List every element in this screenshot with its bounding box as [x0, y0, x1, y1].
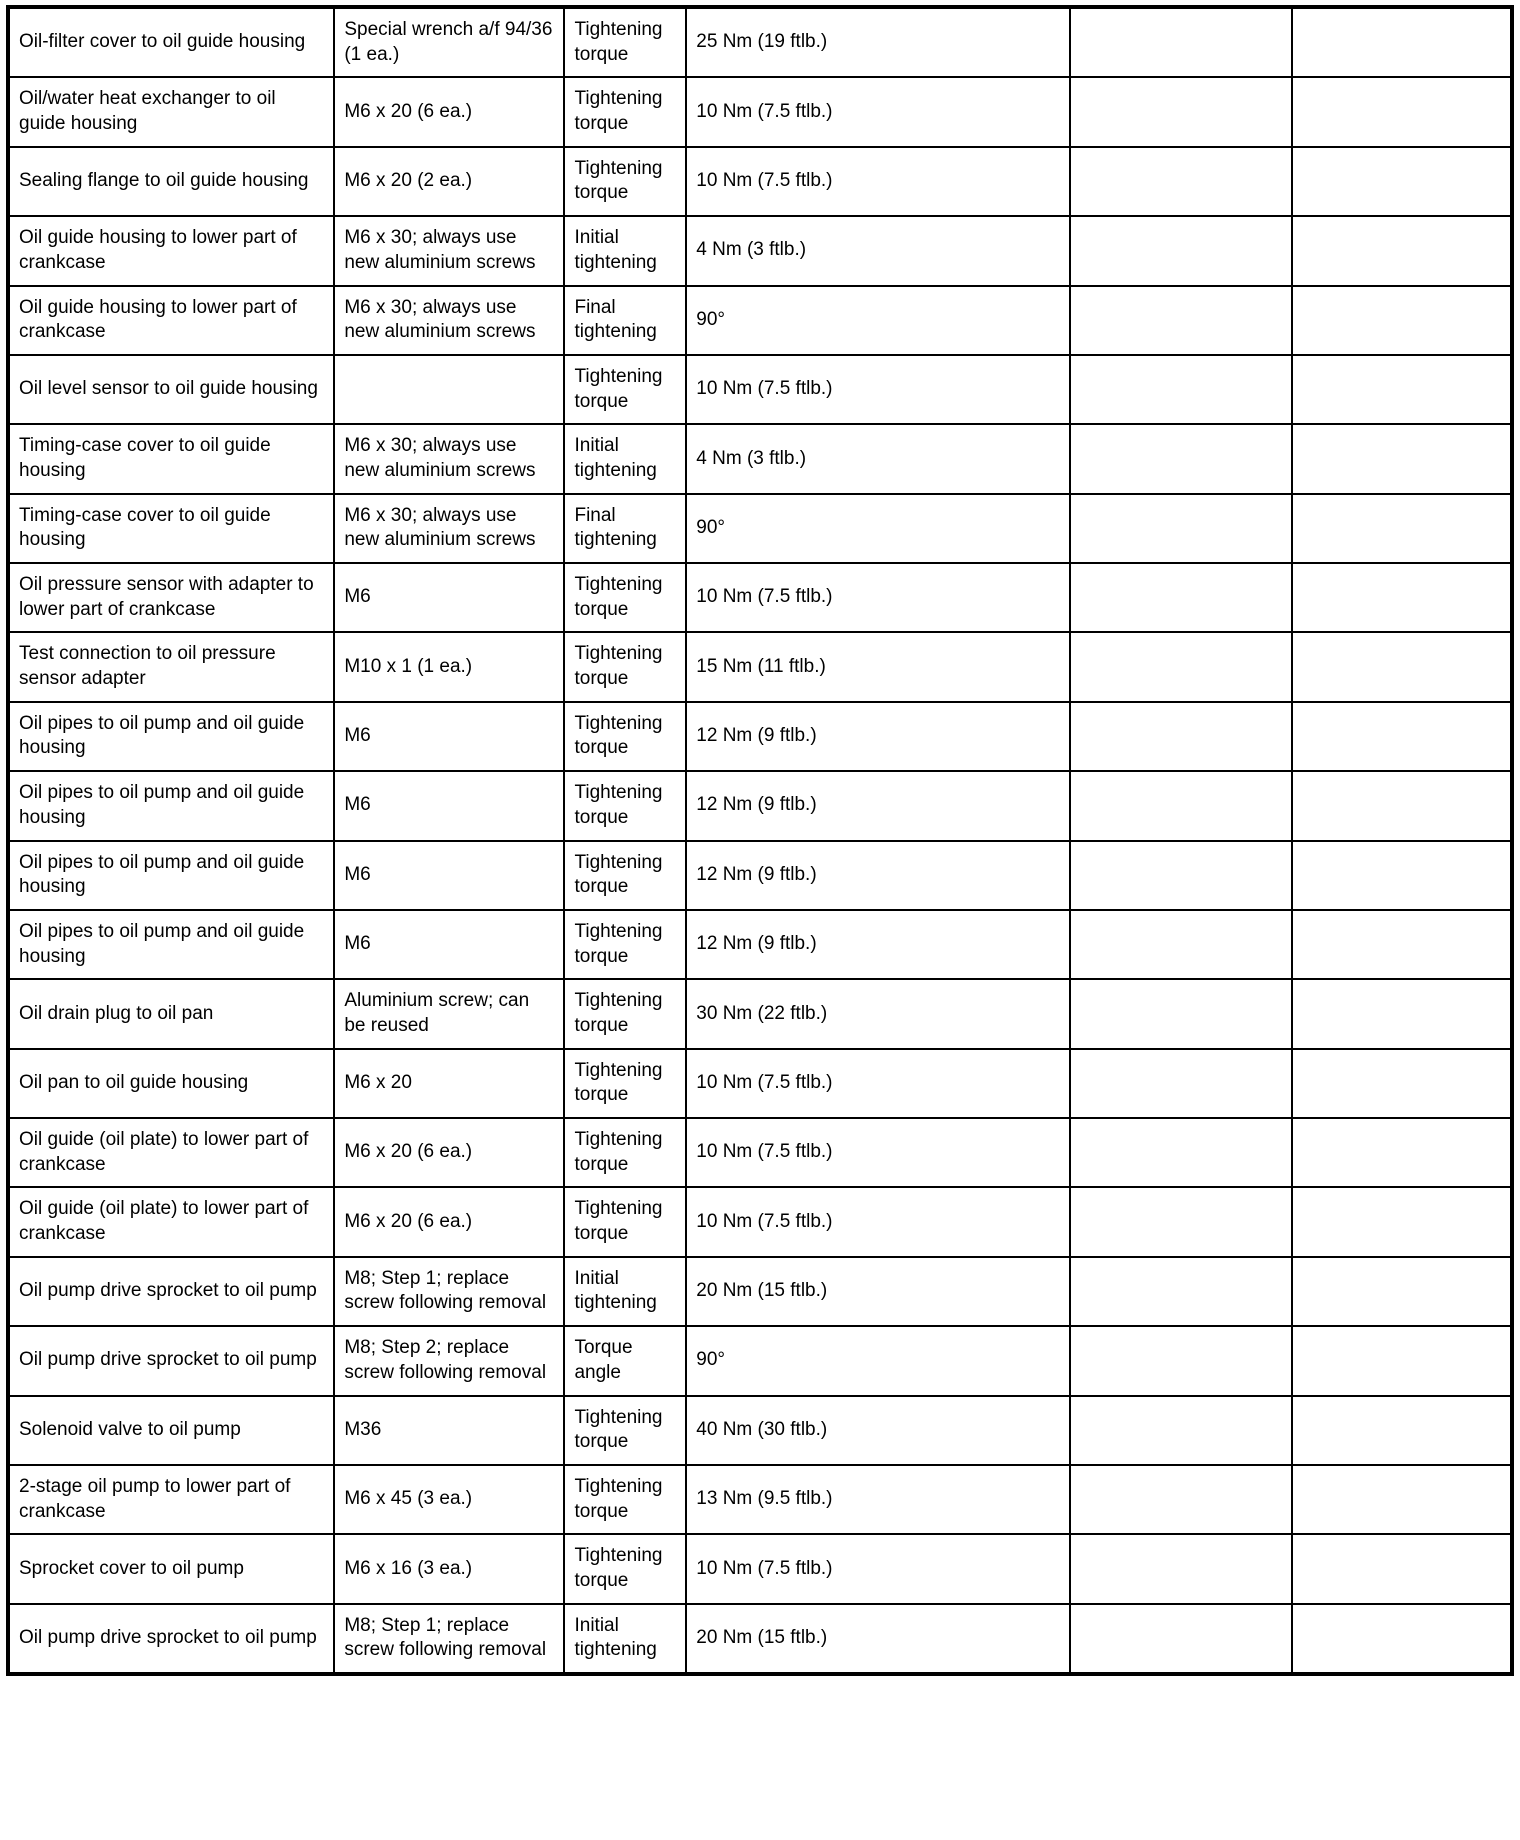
component-cell: Oil guide (oil plate) to lower part of crankcase — [8, 1187, 334, 1256]
fastener-spec-cell: M8; Step 2; replace screw following removal — [334, 1326, 564, 1395]
tightening-stage-cell: Tightening torque — [564, 1465, 686, 1534]
empty-cell-1 — [1070, 355, 1293, 424]
empty-cell-1 — [1070, 1257, 1293, 1326]
empty-cell-2 — [1292, 563, 1512, 632]
table-row — [8, 286, 1512, 355]
table-row — [8, 563, 1512, 632]
tightening-stage-cell: Initial tightening — [564, 1257, 686, 1326]
empty-cell-1 — [1070, 563, 1293, 632]
component-cell: Oil-filter cover to oil guide housing — [8, 7, 334, 77]
tightening-stage-cell: Tightening torque — [564, 1187, 686, 1256]
fastener-spec-cell: M6 x 20 — [334, 1049, 564, 1118]
component-cell: Oil guide (oil plate) to lower part of crankcase — [8, 1118, 334, 1187]
torque-value-cell: 10 Nm (7.5 ftlb.) — [686, 1118, 1070, 1187]
table-row — [8, 147, 1512, 216]
component-cell: Test connection to oil pressure sensor adapter — [8, 632, 334, 701]
component-cell: 2-stage oil pump to lower part of crankcase — [8, 1465, 334, 1534]
torque-value-cell: 90° — [686, 286, 1070, 355]
torque-value-cell: 12 Nm (9 ftlb.) — [686, 910, 1070, 979]
fastener-spec-cell: M6 x 20 (6 ea.) — [334, 1118, 564, 1187]
torque-value-cell: 13 Nm (9.5 ftlb.) — [686, 1465, 1070, 1534]
table-row — [8, 979, 1512, 1048]
empty-cell-1 — [1070, 147, 1293, 216]
torque-value-cell: 20 Nm (15 ftlb.) — [686, 1604, 1070, 1674]
tightening-stage-cell: Tightening torque — [564, 632, 686, 701]
table-row — [8, 355, 1512, 424]
empty-cell-1 — [1070, 1604, 1293, 1674]
fastener-spec-cell: M6 x 30; always use new aluminium screws — [334, 494, 564, 563]
empty-cell-2 — [1292, 771, 1512, 840]
tightening-stage-cell: Tightening torque — [564, 1049, 686, 1118]
component-cell: Sprocket cover to oil pump — [8, 1534, 334, 1603]
empty-cell-2 — [1292, 494, 1512, 563]
fastener-spec-cell: M6 — [334, 702, 564, 771]
component-cell: Timing-case cover to oil guide housing — [8, 494, 334, 563]
tightening-stage-cell: Tightening torque — [564, 1396, 686, 1465]
table-row — [8, 771, 1512, 840]
empty-cell-1 — [1070, 979, 1293, 1048]
empty-cell-2 — [1292, 1326, 1512, 1395]
table-row — [8, 1257, 1512, 1326]
torque-value-cell: 4 Nm (3 ftlb.) — [686, 424, 1070, 493]
tightening-stage-cell: Tightening torque — [564, 1118, 686, 1187]
empty-cell-2 — [1292, 216, 1512, 285]
component-cell: Sealing flange to oil guide housing — [8, 147, 334, 216]
table-row — [8, 424, 1512, 493]
empty-cell-2 — [1292, 147, 1512, 216]
empty-cell-2 — [1292, 841, 1512, 910]
table-row — [8, 1534, 1512, 1603]
fastener-spec-cell: M10 x 1 (1 ea.) — [334, 632, 564, 701]
tightening-stage-cell: Tightening torque — [564, 77, 686, 146]
table-row — [8, 1396, 1512, 1465]
component-cell: Oil pipes to oil pump and oil guide housing — [8, 771, 334, 840]
empty-cell-1 — [1070, 424, 1293, 493]
fastener-spec-cell: M6 x 30; always use new aluminium screws — [334, 286, 564, 355]
empty-cell-1 — [1070, 216, 1293, 285]
component-cell: Oil level sensor to oil guide housing — [8, 355, 334, 424]
torque-value-cell: 15 Nm (11 ftlb.) — [686, 632, 1070, 701]
empty-cell-2 — [1292, 1604, 1512, 1674]
tightening-stage-cell: Initial tightening — [564, 424, 686, 493]
table-row — [8, 77, 1512, 146]
empty-cell-2 — [1292, 77, 1512, 146]
empty-cell-2 — [1292, 910, 1512, 979]
empty-cell-1 — [1070, 286, 1293, 355]
empty-cell-2 — [1292, 1187, 1512, 1256]
empty-cell-1 — [1070, 7, 1293, 77]
fastener-spec-cell: M6 x 45 (3 ea.) — [334, 1465, 564, 1534]
fastener-spec-cell: M6 x 30; always use new aluminium screws — [334, 424, 564, 493]
empty-cell-1 — [1070, 1465, 1293, 1534]
torque-value-cell: 12 Nm (9 ftlb.) — [686, 841, 1070, 910]
empty-cell-2 — [1292, 979, 1512, 1048]
table-row — [8, 841, 1512, 910]
tightening-stage-cell: Final tightening — [564, 286, 686, 355]
empty-cell-1 — [1070, 1049, 1293, 1118]
tightening-stage-cell: Tightening torque — [564, 563, 686, 632]
empty-cell-1 — [1070, 1187, 1293, 1256]
component-cell: Oil pump drive sprocket to oil pump — [8, 1257, 334, 1326]
fastener-spec-cell: M6 — [334, 841, 564, 910]
fastener-spec-cell: M36 — [334, 1396, 564, 1465]
component-cell: Timing-case cover to oil guide housing — [8, 424, 334, 493]
empty-cell-1 — [1070, 841, 1293, 910]
component-cell: Oil pipes to oil pump and oil guide housing — [8, 841, 334, 910]
tightening-stage-cell: Final tightening — [564, 494, 686, 563]
empty-cell-2 — [1292, 1049, 1512, 1118]
empty-cell-2 — [1292, 286, 1512, 355]
fastener-spec-cell: M6 — [334, 910, 564, 979]
component-cell: Oil pan to oil guide housing — [8, 1049, 334, 1118]
table-row — [8, 494, 1512, 563]
table-row — [8, 702, 1512, 771]
empty-cell-1 — [1070, 702, 1293, 771]
table-row — [8, 632, 1512, 701]
torque-value-cell: 25 Nm (19 ftlb.) — [686, 7, 1070, 77]
empty-cell-1 — [1070, 494, 1293, 563]
component-cell: Oil guide housing to lower part of crankcase — [8, 216, 334, 285]
torque-value-cell: 10 Nm (7.5 ftlb.) — [686, 1534, 1070, 1603]
empty-cell-2 — [1292, 632, 1512, 701]
empty-cell-2 — [1292, 1534, 1512, 1603]
empty-cell-1 — [1070, 632, 1293, 701]
component-cell: Oil/water heat exchanger to oil guide housing — [8, 77, 334, 146]
torque-value-cell: 4 Nm (3 ftlb.) — [686, 216, 1070, 285]
torque-value-cell: 10 Nm (7.5 ftlb.) — [686, 563, 1070, 632]
component-cell: Oil pump drive sprocket to oil pump — [8, 1604, 334, 1674]
fastener-spec-cell: M6 — [334, 771, 564, 840]
table-row — [8, 910, 1512, 979]
empty-cell-2 — [1292, 1118, 1512, 1187]
fastener-spec-cell: Special wrench a/f 94/36 (1 ea.) — [334, 7, 564, 77]
table-row — [8, 7, 1512, 77]
tightening-stage-cell: Tightening torque — [564, 1534, 686, 1603]
empty-cell-2 — [1292, 355, 1512, 424]
component-cell: Oil pump drive sprocket to oil pump — [8, 1326, 334, 1395]
tightening-stage-cell: Tightening torque — [564, 771, 686, 840]
component-cell: Oil guide housing to lower part of crankcase — [8, 286, 334, 355]
component-cell: Oil pipes to oil pump and oil guide housing — [8, 910, 334, 979]
torque-value-cell: 12 Nm (9 ftlb.) — [686, 702, 1070, 771]
tightening-stage-cell: Tightening torque — [564, 910, 686, 979]
empty-cell-2 — [1292, 1465, 1512, 1534]
tightening-stage-cell: Tightening torque — [564, 7, 686, 77]
torque-value-cell: 10 Nm (7.5 ftlb.) — [686, 355, 1070, 424]
empty-cell-2 — [1292, 424, 1512, 493]
fastener-spec-cell: M6 x 16 (3 ea.) — [334, 1534, 564, 1603]
component-cell: Solenoid valve to oil pump — [8, 1396, 334, 1465]
torque-value-cell: 20 Nm (15 ftlb.) — [686, 1257, 1070, 1326]
empty-cell-1 — [1070, 1534, 1293, 1603]
empty-cell-1 — [1070, 1396, 1293, 1465]
component-cell: Oil pipes to oil pump and oil guide housing — [8, 702, 334, 771]
torque-spec-table — [6, 5, 1514, 1676]
torque-value-cell: 10 Nm (7.5 ftlb.) — [686, 147, 1070, 216]
empty-cell-1 — [1070, 771, 1293, 840]
empty-cell-2 — [1292, 7, 1512, 77]
tightening-stage-cell: Tightening torque — [564, 979, 686, 1048]
table-row — [8, 1187, 1512, 1256]
torque-value-cell: 30 Nm (22 ftlb.) — [686, 979, 1070, 1048]
empty-cell-1 — [1070, 1118, 1293, 1187]
empty-cell-2 — [1292, 1396, 1512, 1465]
empty-cell-1 — [1070, 910, 1293, 979]
tightening-stage-cell: Tightening torque — [564, 355, 686, 424]
component-cell: Oil drain plug to oil pan — [8, 979, 334, 1048]
torque-value-cell: 10 Nm (7.5 ftlb.) — [686, 77, 1070, 146]
torque-table-body — [8, 7, 1512, 1674]
table-row — [8, 216, 1512, 285]
torque-value-cell: 90° — [686, 494, 1070, 563]
torque-value-cell: 10 Nm (7.5 ftlb.) — [686, 1187, 1070, 1256]
fastener-spec-cell: M6 — [334, 563, 564, 632]
torque-value-cell: 90° — [686, 1326, 1070, 1395]
fastener-spec-cell: M6 x 30; always use new aluminium screws — [334, 216, 564, 285]
tightening-stage-cell: Initial tightening — [564, 216, 686, 285]
tightening-stage-cell: Initial tightening — [564, 1604, 686, 1674]
torque-value-cell: 10 Nm (7.5 ftlb.) — [686, 1049, 1070, 1118]
torque-value-cell: 40 Nm (30 ftlb.) — [686, 1396, 1070, 1465]
table-row — [8, 1604, 1512, 1674]
tightening-stage-cell: Torque angle — [564, 1326, 686, 1395]
table-row — [8, 1465, 1512, 1534]
fastener-spec-cell: M8; Step 1; replace screw following removal — [334, 1257, 564, 1326]
fastener-spec-cell: M6 x 20 (6 ea.) — [334, 77, 564, 146]
fastener-spec-cell: Aluminium screw; can be reused — [334, 979, 564, 1048]
empty-cell-2 — [1292, 1257, 1512, 1326]
table-row — [8, 1049, 1512, 1118]
tightening-stage-cell: Tightening torque — [564, 702, 686, 771]
torque-value-cell: 12 Nm (9 ftlb.) — [686, 771, 1070, 840]
table-row — [8, 1326, 1512, 1395]
fastener-spec-cell: M6 x 20 (2 ea.) — [334, 147, 564, 216]
component-cell: Oil pressure sensor with adapter to lower part of crankcase — [8, 563, 334, 632]
empty-cell-2 — [1292, 702, 1512, 771]
fastener-spec-cell: M6 x 20 (6 ea.) — [334, 1187, 564, 1256]
empty-cell-1 — [1070, 1326, 1293, 1395]
tightening-stage-cell: Tightening torque — [564, 841, 686, 910]
fastener-spec-cell — [334, 355, 564, 424]
tightening-stage-cell: Tightening torque — [564, 147, 686, 216]
empty-cell-1 — [1070, 77, 1293, 146]
table-row — [8, 1118, 1512, 1187]
fastener-spec-cell: M8; Step 1; replace screw following removal — [334, 1604, 564, 1674]
